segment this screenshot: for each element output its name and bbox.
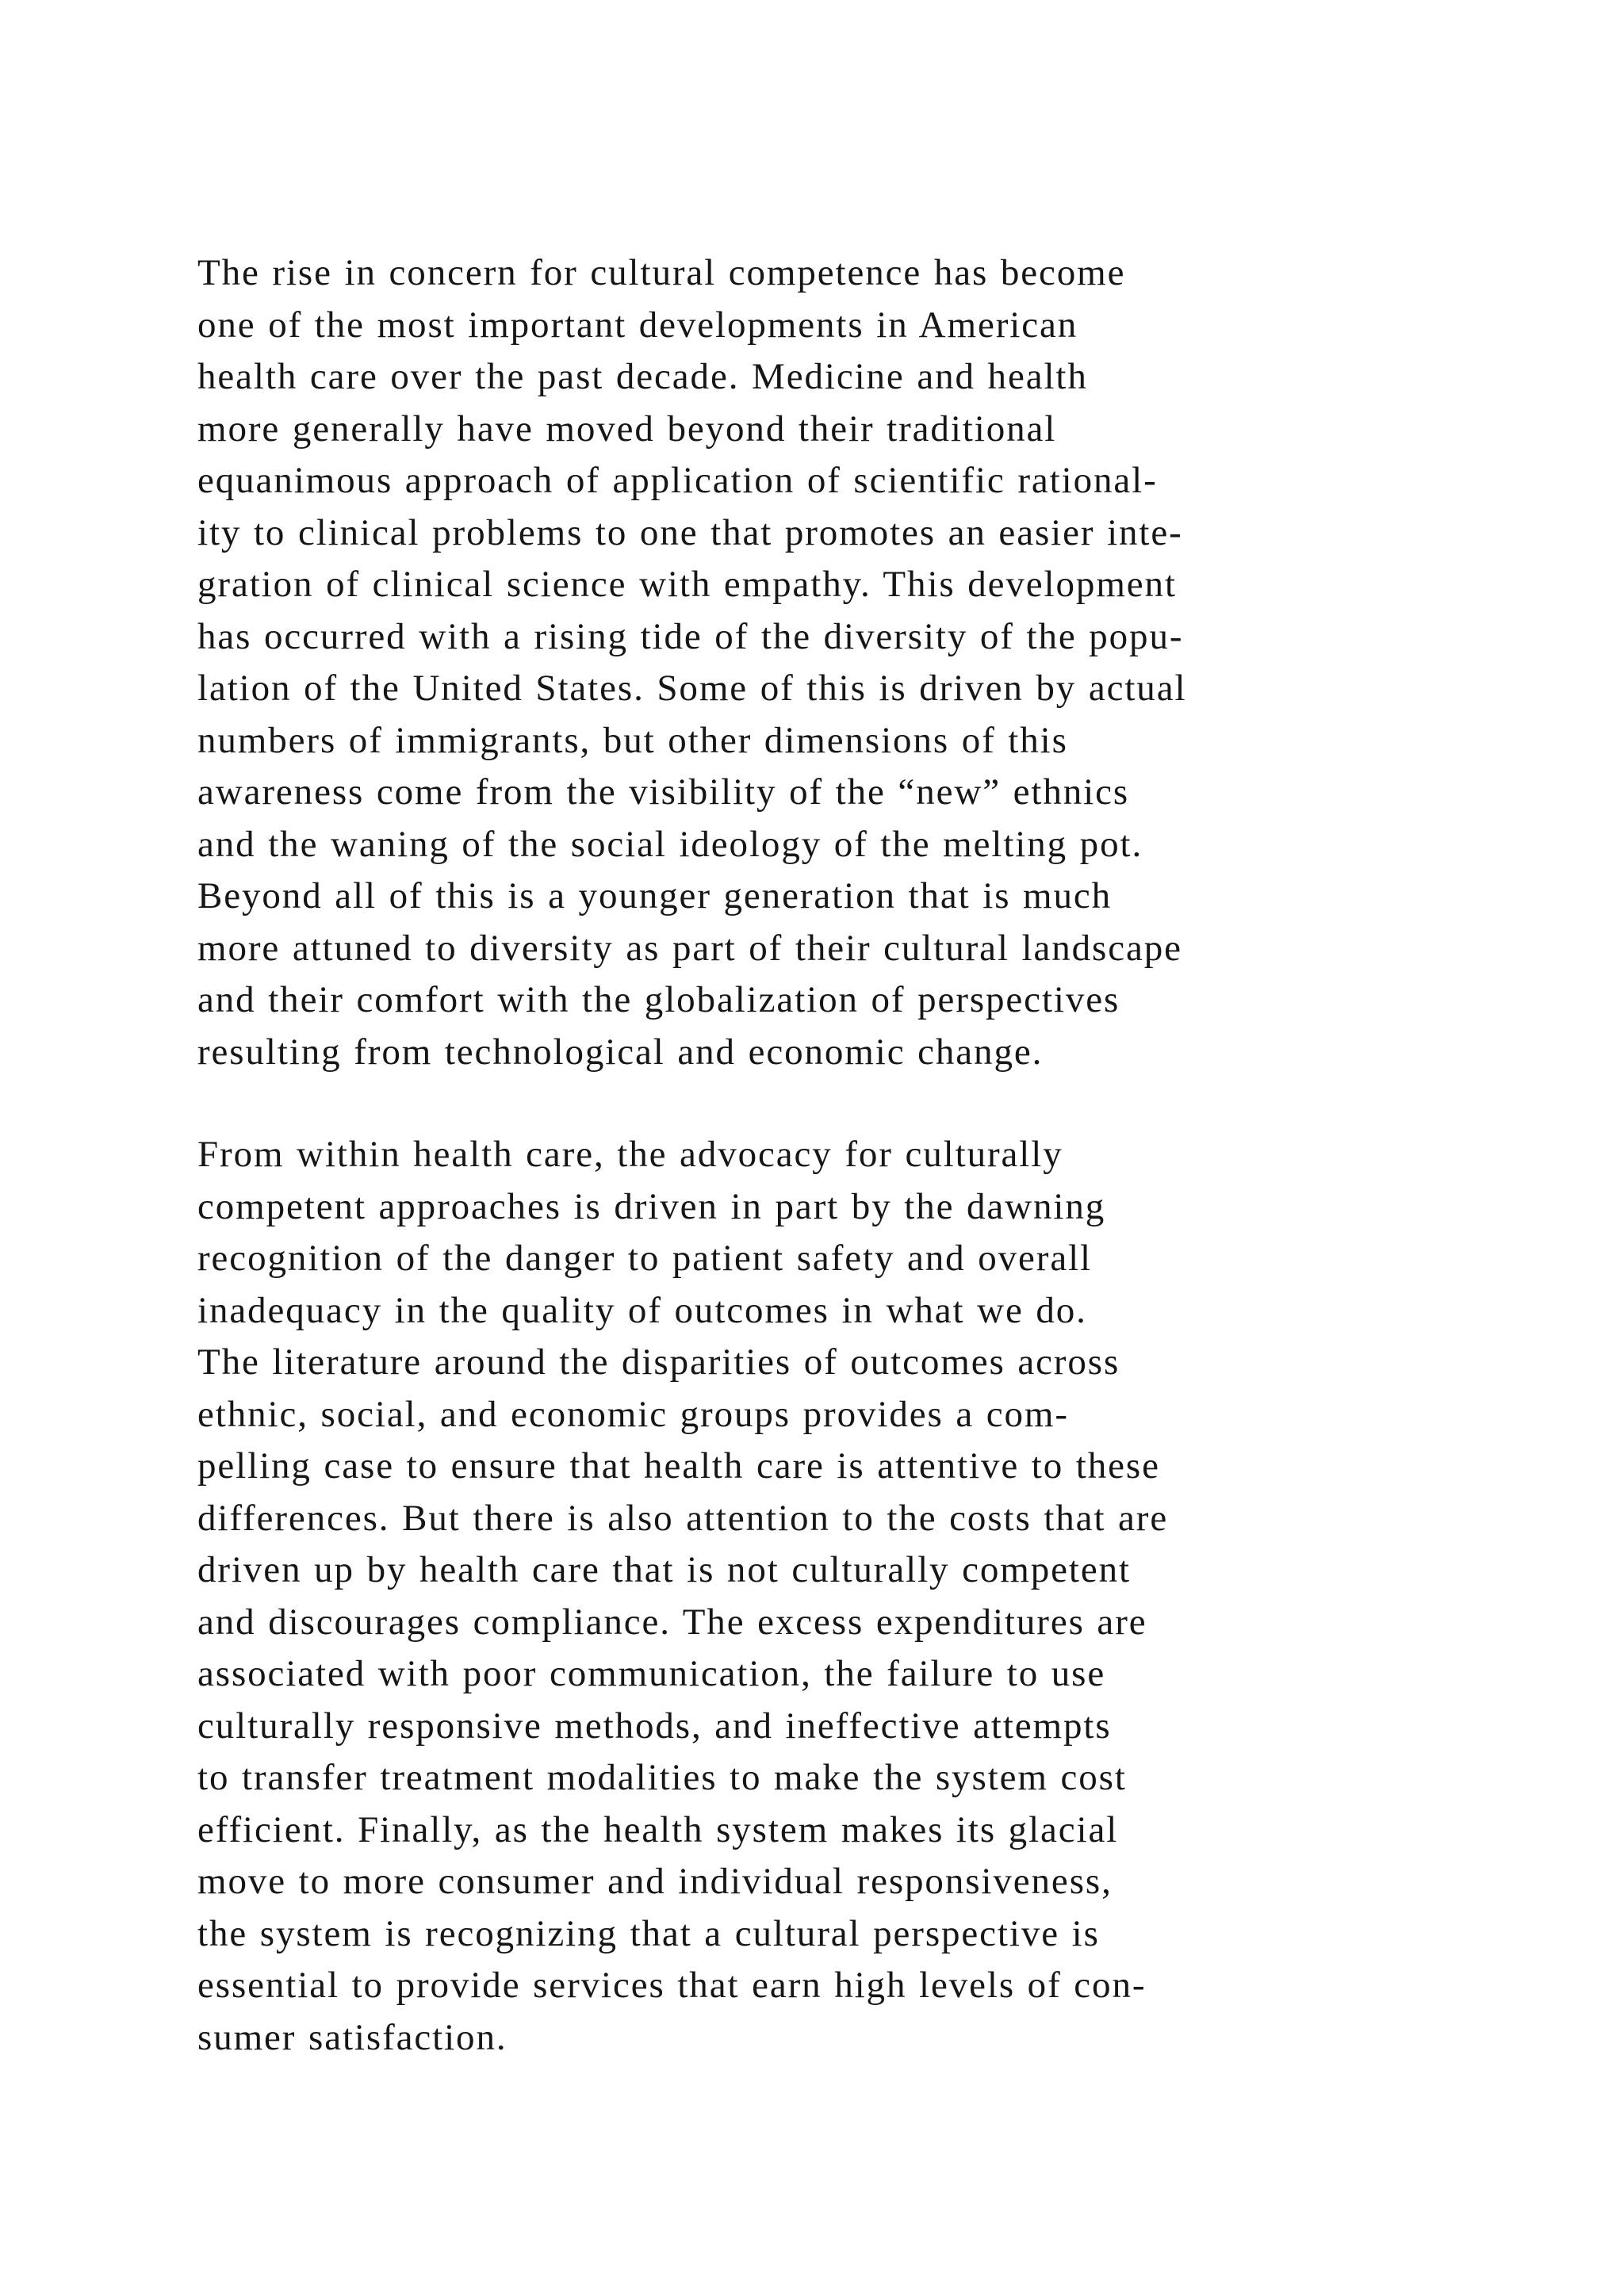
text-line: and discourages compliance. The excess expenditures are [197, 1601, 1147, 1643]
paragraph-1 [197, 247, 1545, 1078]
text-line: pelling case to ensure that health care is attentive to these [197, 1445, 1160, 1487]
text-line: and their comfort with the globalization of perspectives [197, 979, 1120, 1020]
text-line: the system is recognizing that a cultural perspective is [197, 1912, 1100, 1954]
text-line: recognition of the danger to patient safety and overall [197, 1238, 1093, 1279]
text-line: inadequacy in the quality of outcomes in what we do. [197, 1289, 1087, 1331]
text-line: Beyond all of this is a younger generation that is much [197, 875, 1113, 916]
text-line: essential to provide services that earn high levels of con- [197, 1965, 1147, 2006]
text-line: From within health care, the advocacy for culturally [197, 1134, 1063, 1175]
text-line: more generally have moved beyond their traditional [197, 408, 1057, 450]
text-line: health care over the past decade. Medicine and health [197, 356, 1088, 397]
text-line: one of the most important developments in American [197, 304, 1078, 346]
text-line: sumer satisfaction. [197, 2016, 508, 2058]
text-line: lation of the United States. Some of this is driven by actual [197, 668, 1187, 709]
text-line: and the waning of the social ideology of the melting pot. [197, 823, 1143, 865]
text-line: efficient. Finally, as the health system makes its glacial [197, 1808, 1119, 1850]
text-line: to transfer treatment modalities to make the system cost [197, 1757, 1127, 1798]
text-line: numbers of immigrants, but other dimensions of this [197, 719, 1068, 761]
text-line: move to more consumer and individual responsiveness, [197, 1861, 1113, 1902]
text-line: gration of clinical science with empathy. This development [197, 564, 1177, 605]
text-line: has occurred with a rising tide of the diversity of the popu- [197, 615, 1184, 657]
text-line: driven up by health care that is not culturally competent [197, 1549, 1131, 1590]
text-line: associated with poor communication, the failure to use [197, 1653, 1106, 1694]
text-line: The rise in concern for cultural competence has become [197, 252, 1126, 293]
text-line: equanimous approach of application of scientific rational- [197, 460, 1158, 501]
text-line: more attuned to diversity as part of their cultural landscape [197, 927, 1182, 969]
text-line: resulting from technological and economic change. [197, 1031, 1044, 1073]
text-line: culturally responsive methods, and ineffective attempts [197, 1705, 1112, 1747]
text-line: competent approaches is driven in part by the dawning [197, 1185, 1106, 1227]
paragraph-2 [197, 1129, 1545, 2064]
text-line: differences. But there is also attention to the costs that are [197, 1497, 1169, 1539]
text-line: ethnic, social, and economic groups provides a com- [197, 1393, 1069, 1435]
text-line: The literature around the disparities of outcomes across [197, 1341, 1120, 1383]
text-line: awareness come from the visibility of the “new” ethnics [197, 771, 1130, 813]
text-line: ity to clinical problems to one that promotes an easier inte- [197, 511, 1183, 553]
